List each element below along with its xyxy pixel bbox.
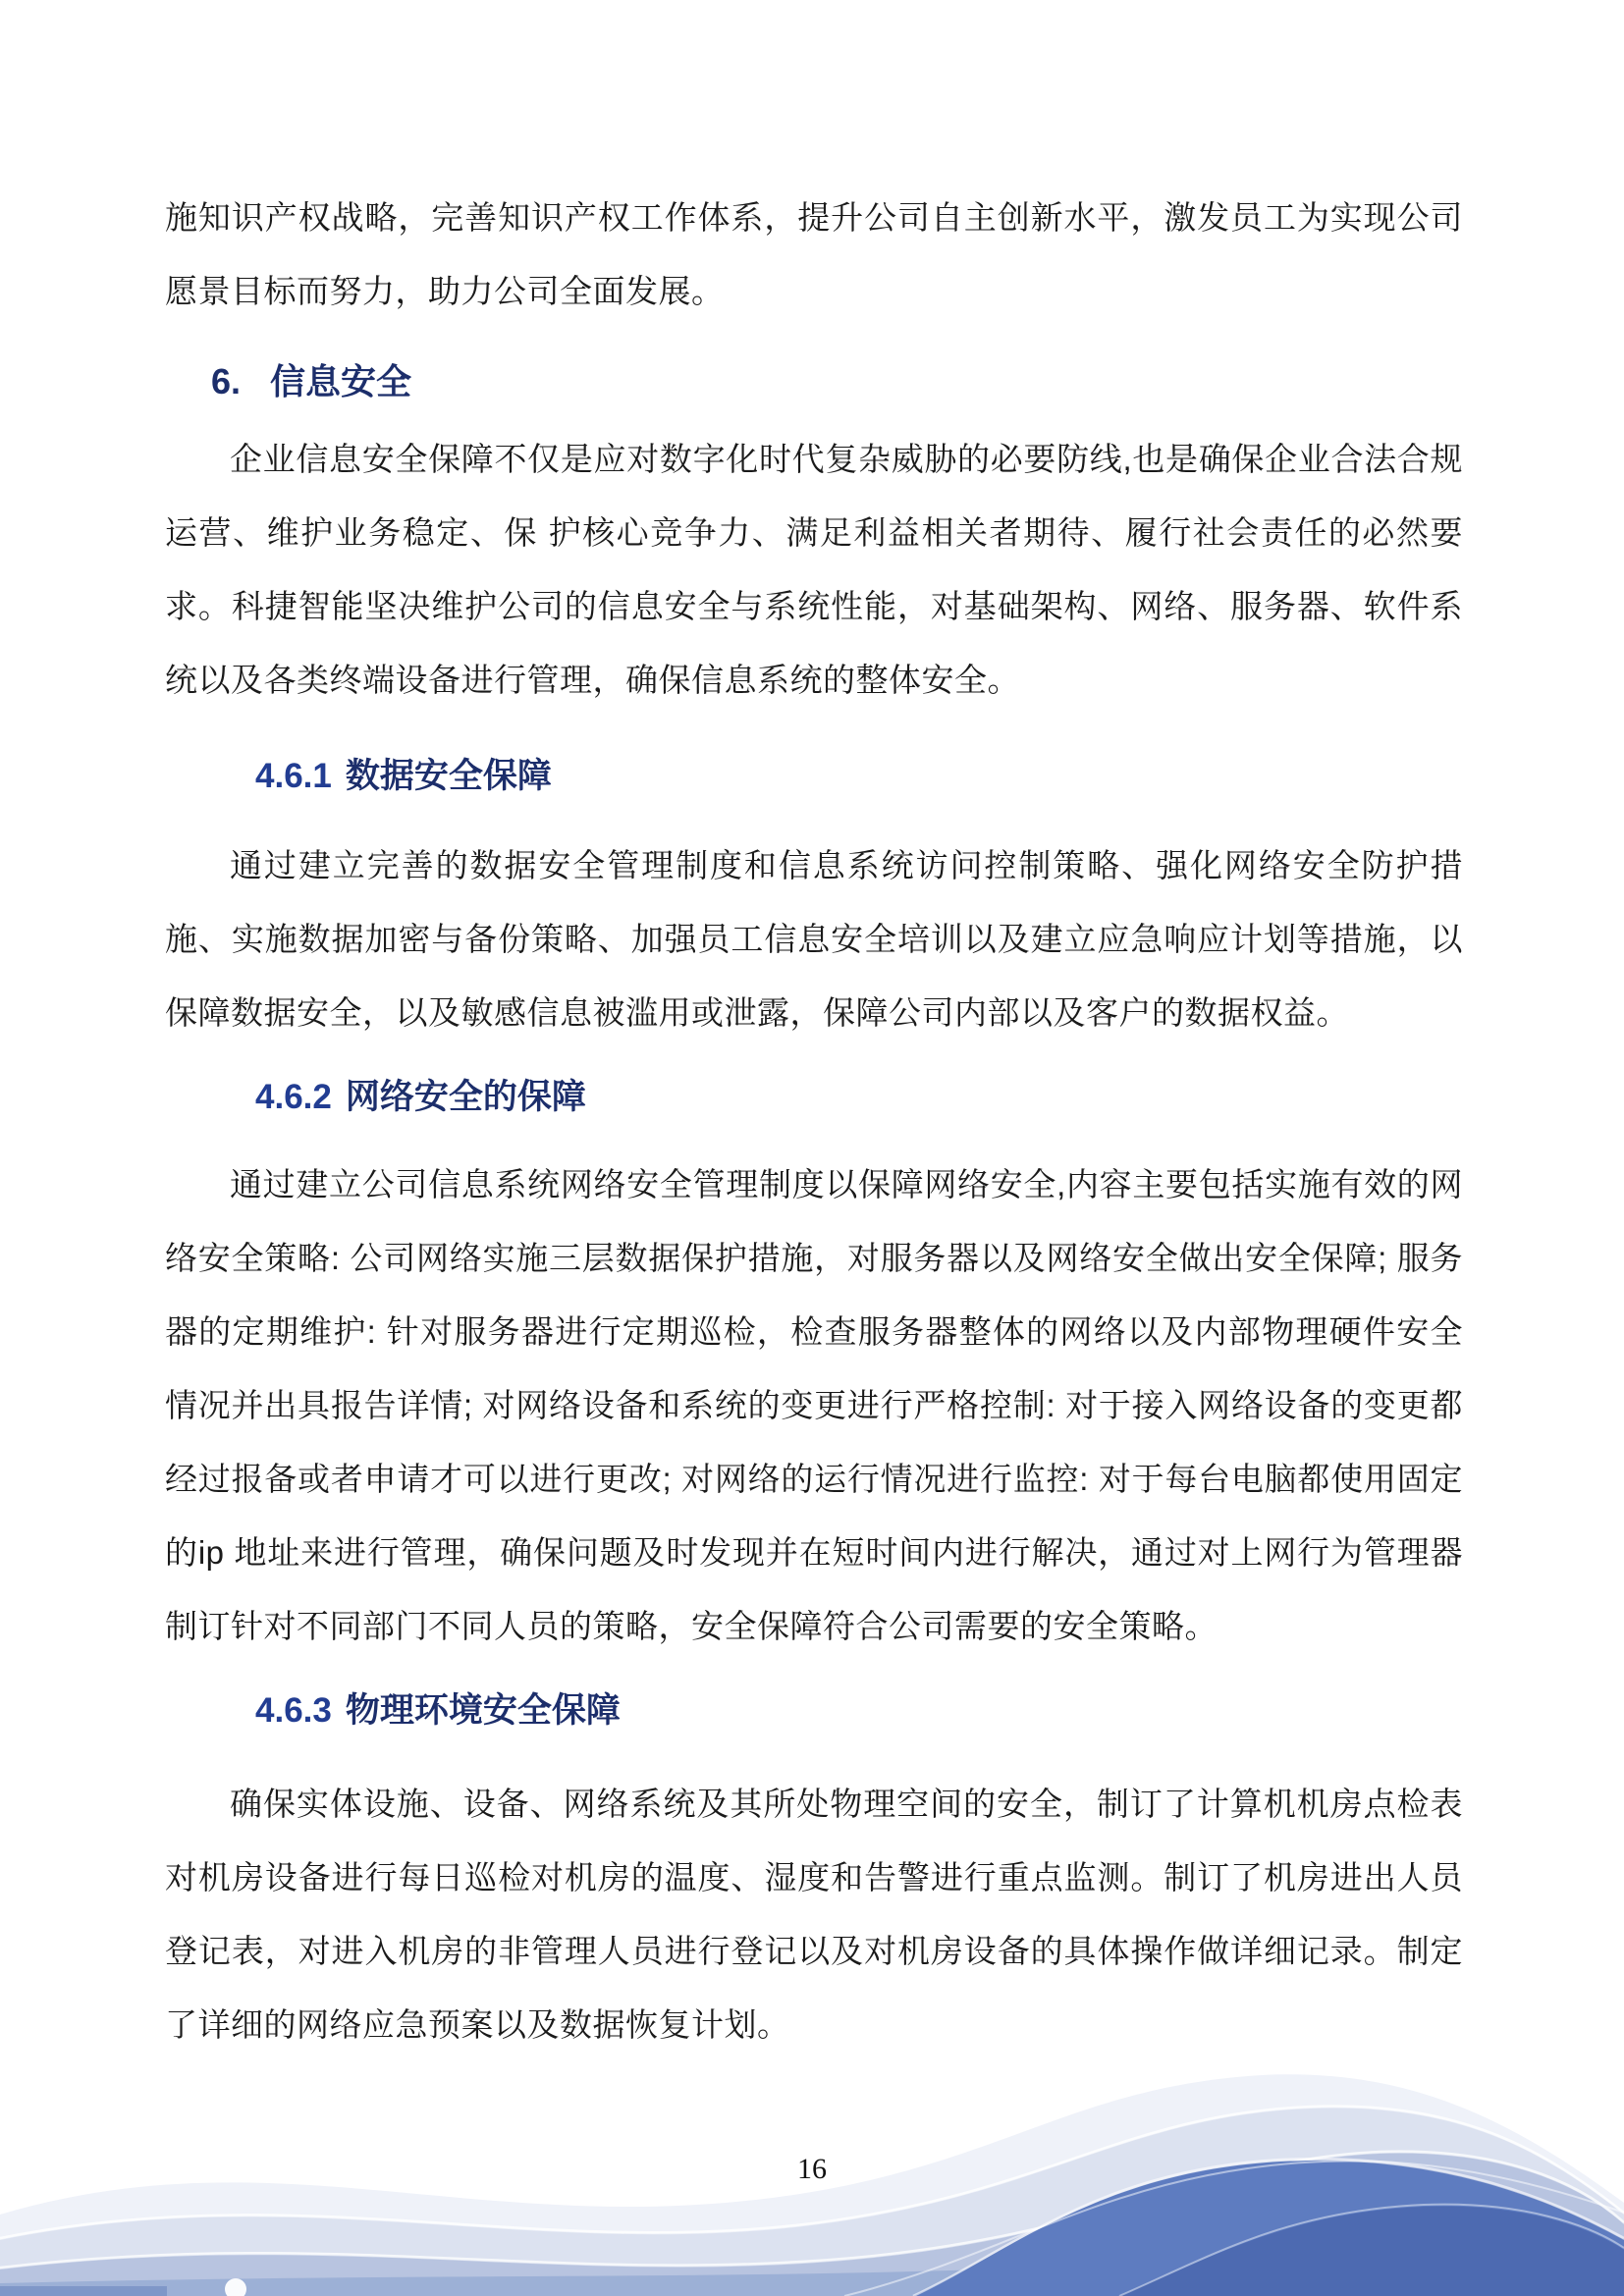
subsection-heading-463-title: 物理环境安全保障 xyxy=(345,1691,621,1730)
subsection-heading-462 xyxy=(255,1073,1463,1122)
paragraph-463: 确保实体设施、设备、网络系统及其所处物理空间的安全，制订了计算机机房点检表对机房设备进行每日巡检对机房的温度、湿度和告警进行重点监测。制订了机房进出人员登记表，对进入机房的非管理人员进行登记以及对机房设备的具体操作做详细记录。制定了详细的网络应急预案以及数据恢复计划。 xyxy=(165,1786,1463,2043)
paragraph-461: 通过建立完善的数据安全管理制度和信息系统访问控制策略、强化网络安全防护措施、实施数据加密与备份策略、加强员工信息安全培训以及建立应急响应计划等措施，以保障数据安全，以及敏感信息被滥用或泄露，保障公司内部以及客户的数据权益。 xyxy=(165,847,1463,1031)
section-heading-6 xyxy=(211,357,1463,406)
subsection-heading-461-title: 数据安全保障 xyxy=(345,757,552,795)
subsection-heading-462-number: 4.6.2 xyxy=(255,1078,332,1116)
paragraph-intro-continuation: 施知识产权战略，完善知识产权工作体系，提升公司自主创新水平，激发员工为实现公司愿景目标而努力，助力公司全面发展。 xyxy=(165,199,1463,309)
footer-left-band xyxy=(0,2286,167,2296)
paragraph-462: 通过建立公司信息系统网络安全管理制度以保障网络安全,内容主要包括实施有效的网络安全策略: 公司网络实施三层数据保护措施，对服务器以及网络安全做出安全保障; 服务器的定期维护: 针对服务器进行定期巡检，检查服务器整体的网络以及内部物理硬件安全情况并出具报告详情; 对网络设备和系统的变更进行严格控制: 对于接入网络设备的变更都经过报备或者申请才可以进行更改; 对网络的运行情况进行监控: 对于每台电脑都使用固定的ip 地址来进行管理，确保问题及时发现并在短时间内进行解决，通过对上网行为管理器制订针对不同部门不同人员的策略，安全保障符合公司需要的安全策略。 xyxy=(165,1166,1463,1644)
subsection-heading-462-title: 网络安全的保障 xyxy=(345,1078,586,1116)
subsection-heading-461 xyxy=(255,752,1463,801)
page-number: 16 xyxy=(797,2153,827,2185)
paragraph-section6: 企业信息安全保障不仅是应对数字化时代复杂威胁的必要防线,也是确保企业合法合规运营、维护业务稳定、保 护核心竞争力、满足利益相关者期待、履行社会责任的必然要求。科捷智能坚决维护公司的信息安全与系统性能，对基础架构、网络、服务器、软件系统以及各类终端设备进行管理，确保信息系统的整体安全。 xyxy=(165,441,1463,698)
content-area xyxy=(165,0,1463,2061)
subsection-heading-463 xyxy=(255,1686,1463,1735)
subsection-heading-461-number: 4.6.1 xyxy=(255,757,332,795)
section-heading-6-number: 6. xyxy=(211,361,242,401)
subsection-heading-463-number: 4.6.3 xyxy=(255,1691,332,1730)
section-heading-6-title: 信息安全 xyxy=(270,361,412,401)
